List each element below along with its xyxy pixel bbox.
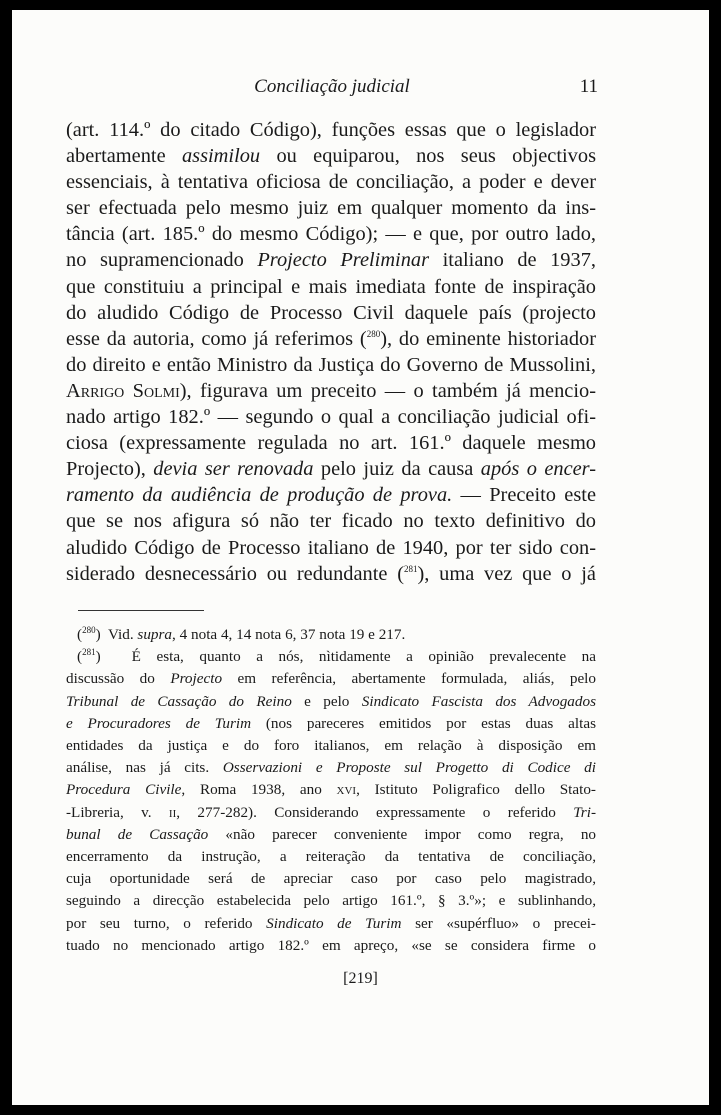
body-line: que se nos afigura só não ter ficado no texto definitivo do — [66, 510, 596, 533]
footnote-line: Procedura Civile, Roma 1938, ano xvi, Istituto Poligrafico dello Stato- — [66, 781, 596, 799]
footnote-line: análise, nas já cits. Osservazioni e Proposte sul Progetto di Codice di — [66, 759, 596, 777]
person-name: Arrigo Solmi — [66, 379, 180, 402]
body-line: tância (art. 185.º do mesmo Código); — e que, por outro lado, — [66, 223, 596, 246]
body-line: (art. 114.º do citado Código), funções essas que o legislador — [66, 119, 596, 141]
body-line: aludido Código de Processo italiano de 1940, por ter sido con- — [66, 536, 596, 559]
body-line: que constituiu a principal e mais imediata fonte de inspiração — [66, 275, 596, 298]
page-number: 11 — [579, 76, 598, 97]
body-line: essenciais, à tentativa oficiosa de conciliação, a poder e dever — [66, 171, 596, 194]
footnote-line: cuja oportunidade será de apreciar caso por caso pelo magistrado, — [66, 870, 596, 888]
body-line: ser efectuada pelo mesmo juiz em qualquer momento da ins- — [66, 197, 596, 220]
body-line: ramento da audiência de produção de prova. — Preceito este — [66, 484, 596, 507]
footnote-line: bunal de Cassação «não parecer conveniente impor como regra, no — [66, 825, 597, 843]
body-line: do aludido Código de Processo Civil daquele país (projecto — [66, 301, 596, 324]
book-page — [12, 10, 709, 1105]
page-reference: [219] — [343, 970, 378, 987]
footnote-line: -Libreria, v. ii, 277-282). Considerando expressamente o referido Tri- — [66, 803, 596, 821]
running-title: Conciliação judicial — [254, 76, 410, 97]
body-line: no supramencionado Projecto Preliminar italiano de 1937, — [66, 249, 596, 272]
footnote-line: encerramento da instrução, a reiteração da tentativa de conciliação, — [66, 848, 596, 866]
body-line: nado artigo 182.º — segundo o qual a conciliação judicial ofi- — [66, 406, 596, 429]
footnote-280: ($^{280}$) Vid. supra, 4 nota 4, 14 nota 6, 37 nota 19 e 217. — [77, 624, 406, 643]
body-line: abertamente assimilou ou equiparou, nos seus objectivos — [66, 145, 596, 168]
running-header — [66, 76, 598, 106]
footnote-line: e Procuradores de Turim (nos pareceres emitidos por estas duas altas — [66, 714, 596, 732]
footnotes — [66, 624, 596, 957]
footnote-ref-281: 281 — [404, 563, 418, 574]
footnote-281: ($^{281}$) É esta, quanto a nós, nìtidamente a opinião prevalecente na — [77, 647, 596, 666]
footnote-line: entidades da justiça e do foro italianos, em relação à disposição em — [66, 737, 596, 755]
body-line: do direito e então Ministro da Justiça do Governo de Mussolini, — [66, 353, 596, 376]
footnote-line: Tribunal de Cassação do Reino e pelo Sindicato Fascista dos Advogados — [66, 692, 596, 710]
footnote-ref-280: 280 — [366, 328, 381, 339]
footnote-separator — [78, 610, 204, 611]
body-line: Arrigo Solmi), figurava um preceito — o também já mencio- — [66, 379, 596, 402]
body-line: ciosa (expressamente regulada no art. 161.º daquele mesmo — [66, 432, 596, 455]
body-line: siderado desnecessário ou redundante ($^{281}$), uma vez que o já — [66, 562, 596, 585]
footnote-line: por seu turno, o referido Sindicato de Turim ser «supérfluo» o precei- — [66, 914, 596, 932]
footnote-line: discussão do Projecto em referência, abertamente formulada, aliás, pelo — [66, 670, 596, 688]
body-line: esse da autoria, como já referimos ($^{280}$), do eminente historiador — [66, 327, 596, 350]
body-line: Projecto), devia ser renovada pelo juiz da causa após o encer- — [66, 458, 597, 481]
footnote-line: seguindo a direcção estabelecida pelo artigo 161.º, § 3.º»; e sublinhando, — [66, 892, 596, 910]
body-text — [66, 117, 596, 587]
footnote-line: tuado no mencionado artigo 182.º em apreço, «se se considera firme o — [66, 936, 596, 954]
